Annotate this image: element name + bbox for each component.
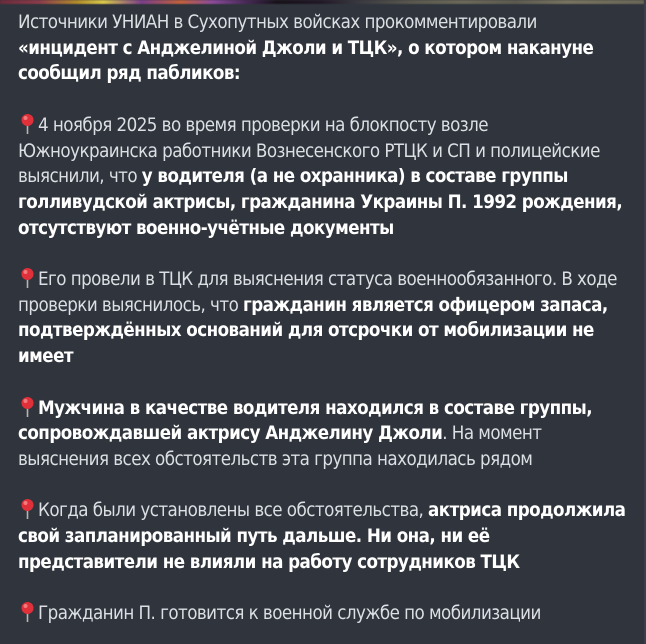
paragraph-checkpoint: [18, 113, 630, 242]
round-pushpin-icon: [18, 113, 37, 135]
media-preview-edge[interactable]: [0, 0, 644, 4]
round-pushpin-icon: [18, 267, 37, 289]
round-pushpin-icon: [18, 498, 37, 520]
text-segment: Источники УНИАН в Сухопутных войсках прокомментировали: [18, 12, 537, 33]
text-segment-bold: актриса продолжила свой запланированный путь дальше. Ни она, ни её представители не влияли на работу сотрудников ТЦК: [18, 500, 626, 573]
text-segment-bold: Мужчина в качестве водителя находился в составе группы, сопровождавшей актрису Анджелину Джоли: [18, 397, 593, 445]
paragraph-actress: [18, 498, 630, 575]
text-segment: 4 ноября 2025 во время проверки на блокпосту возле Южноукраинска работники Вознесенского РТЦК и СП и полицейские выяснили, что: [18, 114, 600, 188]
paragraph-intro: [18, 10, 630, 87]
text-segment: Гражданин П. готовится к военной службе по мобилизации: [38, 603, 541, 625]
paragraph-driver: [18, 396, 630, 473]
text-segment: Когда были установлены все обстоятельства,: [38, 500, 429, 522]
text-segment-bold: у водителя (а не охранника) в составе группы голливудской актрисы, гражданина Украины П. 1992 рождения, отсутствуют военно-учётные документы: [18, 166, 623, 239]
paragraph-tck-check: [18, 267, 630, 370]
text-segment-bold: «инцидент с Анджелиной Джоли и ТЦК»: [18, 37, 397, 59]
text-segment-bold: гражданин является офицером запаса, подтверждённых оснований для отсрочки от мобилизации не имеет: [18, 294, 608, 368]
message-text: [18, 10, 630, 627]
text-segment: Его провели в ТЦК для выяснения статуса военнообязанного. В ходе проверки выяснилось, что: [18, 269, 617, 316]
paragraph-mobilization: [18, 601, 630, 627]
round-pushpin-icon: [18, 601, 37, 623]
text-segment-bold: , о котором накануне сообщил ряд пабликов:: [18, 37, 594, 85]
round-pushpin-icon: [18, 396, 37, 418]
text-segment: . На момент выяснения всех обстоятельств эта группа находилась рядом: [18, 423, 542, 470]
